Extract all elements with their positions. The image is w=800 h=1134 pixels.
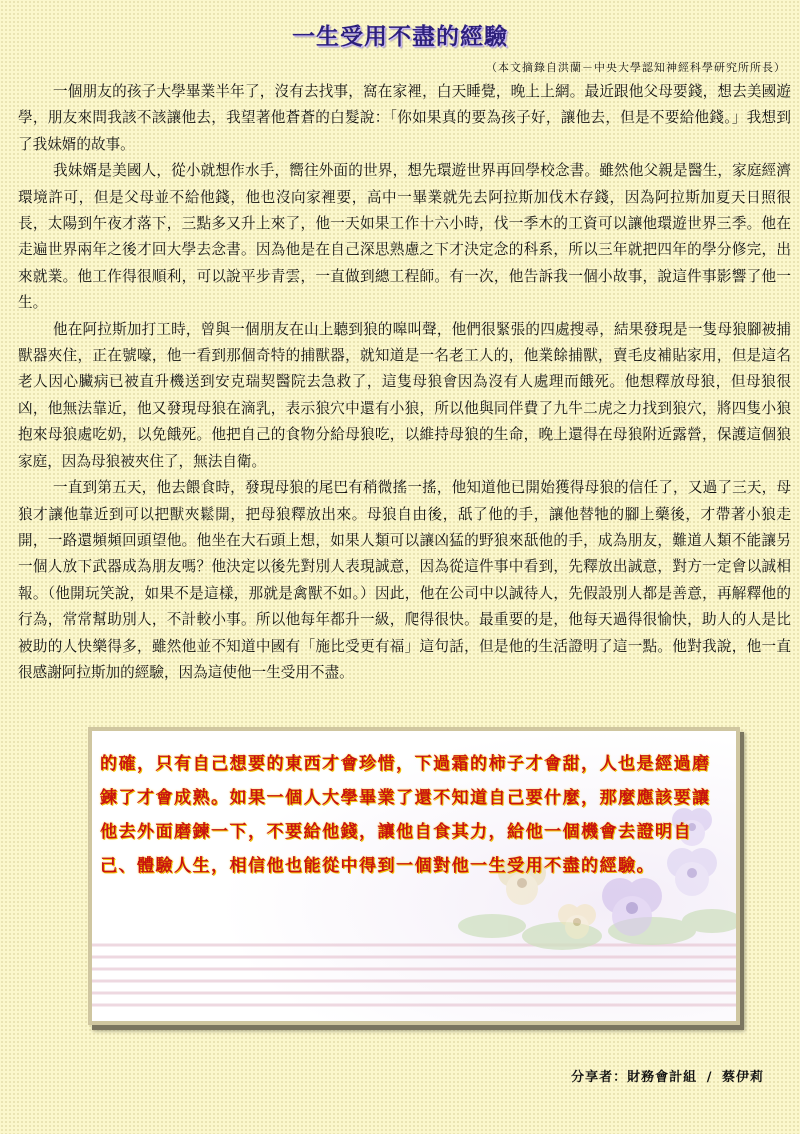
sharer-label: 分享者：財務會計組 (571, 1070, 698, 1085)
article-title: 一生受用不盡的經驗 (292, 24, 508, 50)
paragraph: 一直到第五天，他去餵食時，發現母狼的尾巴有稍微搖一搖，他知道他已開始獲得母狼的信任了，又過了三天，母狼才讓他靠近到可以把獸夾鬆開，把母狼釋放出來。母狼自由後，舐了他的手，讓他替牠的腳上藥後，才帶著小狼走開，一路還頻頻回頭望他。他坐在大石頭上想，如果人類可以讓凶猛的野狼來舐他的手，成為朋友，難道人類不能讓另一個人放下武器成為朋友嗎？他決定以後先對別人表現誠意，因為從這件事中看到，先釋放出誠意，對方一定會以誠相報。（他開玩笑說，如果不是這樣，那就是禽獸不如。）因此，他在公司中以誠待人，先假設別人都是善意，再解釋他的行為，常常幫助別人，不計較小事。所以他每年都升一級，爬得很快。最重要的是，他每天過得很愉快，助人的人是比被助的人快樂得多，雖然他並不知道中國有「施比受更有福」這句話，但是他的生活證明了這一點。他對我說，他一直很感謝阿拉斯加的經驗，因為這使他一生受用不盡。 (18, 479, 791, 681)
paragraph: 他在阿拉斯加打工時，曾與一個朋友在山上聽到狼的嗥叫聲，他們很緊張的四處搜尋，結果發現是一隻母狼腳被捕獸器夾住，正在號嚎，他一看到那個奇特的捕獸器，就知道是一名老工人的，他業餘捕獸，賣毛皮補貼家用，但是這名老人因心臟病已被直升機送到安克瑞契醫院去急救了，這隻母狼會因為沒有人處理而餓死。他想釋放母狼，但母狼很凶，他無法靠近，他又發現母狼在滴乳，表示狼穴中還有小狼，所以他與同伴費了九牛二虎之力找到狼穴，將四隻小狼抱來母狼處吃奶，以免餓死。他把自己的食物分給母狼吃，以維持母狼的生命，晚上還得在母狼附近露營，保護這個狼家庭，因為母狼被夾住了，無法自衛。 (18, 320, 791, 470)
sharer-name: 蔡伊莉 (721, 1070, 764, 1085)
quote-box (88, 727, 740, 1025)
quote-text: 的確，只有自己想要的東西才會珍惜，下過霜的柿子才會甜，人也是經過磨鍊了才會成熟。如果一個人大學畢業了還不知道自己要什麼，那麼應該要讓他去外面磨鍊一下，不要給他錢，讓他自食其力，給他一個機會去證明自己、體驗人生，相信他也能從中得到一個對他一生受用不盡的經驗。 (100, 754, 711, 876)
paragraph: 我妹婿是美國人，從小就想作水手，嚮往外面的世界，想先環遊世界再回學校念書。雖然他父親是醫生，家庭經濟環境許可，但是父母並不給他錢，他也沒向家裡要，高中一畢業就先去阿拉斯加伐木存錢，因為阿拉斯加夏天日照很長，太陽到午夜才落下，三點多又升上來了，他一天如果工作十六小時，伐一季木的工資可以讓他環遊世界三季。他在走遍世界兩年之後才回大學去念書。因為他是在自己深思熟慮之下才決定念的科系，所以三年就把四年的學分修完，出來就業。他工作得很順利，可以說平步青雲，一直做到總工程師。有一次，他告訴我一個小故事，說這件事影響了他一生。 (18, 162, 791, 312)
paragraph: 一個朋友的孩子大學畢業半年了，沒有去找事，窩在家裡，白天睡覺，晚上上網。最近跟他父母要錢，想去美國遊學，朋友來問我該不該讓他去，我望著他蒼蒼的白髮說：「你如果真的要為孩子好，讓他去，但是不要給他錢。」我想到了我妹婿的故事。 (18, 83, 791, 153)
source-attribution: （本文摘錄自洪蘭－中央大學認知神經科學研究所所長） (486, 61, 786, 74)
separator: / (706, 1070, 713, 1085)
footer-credit (567, 1066, 764, 1085)
article-body (18, 79, 791, 686)
